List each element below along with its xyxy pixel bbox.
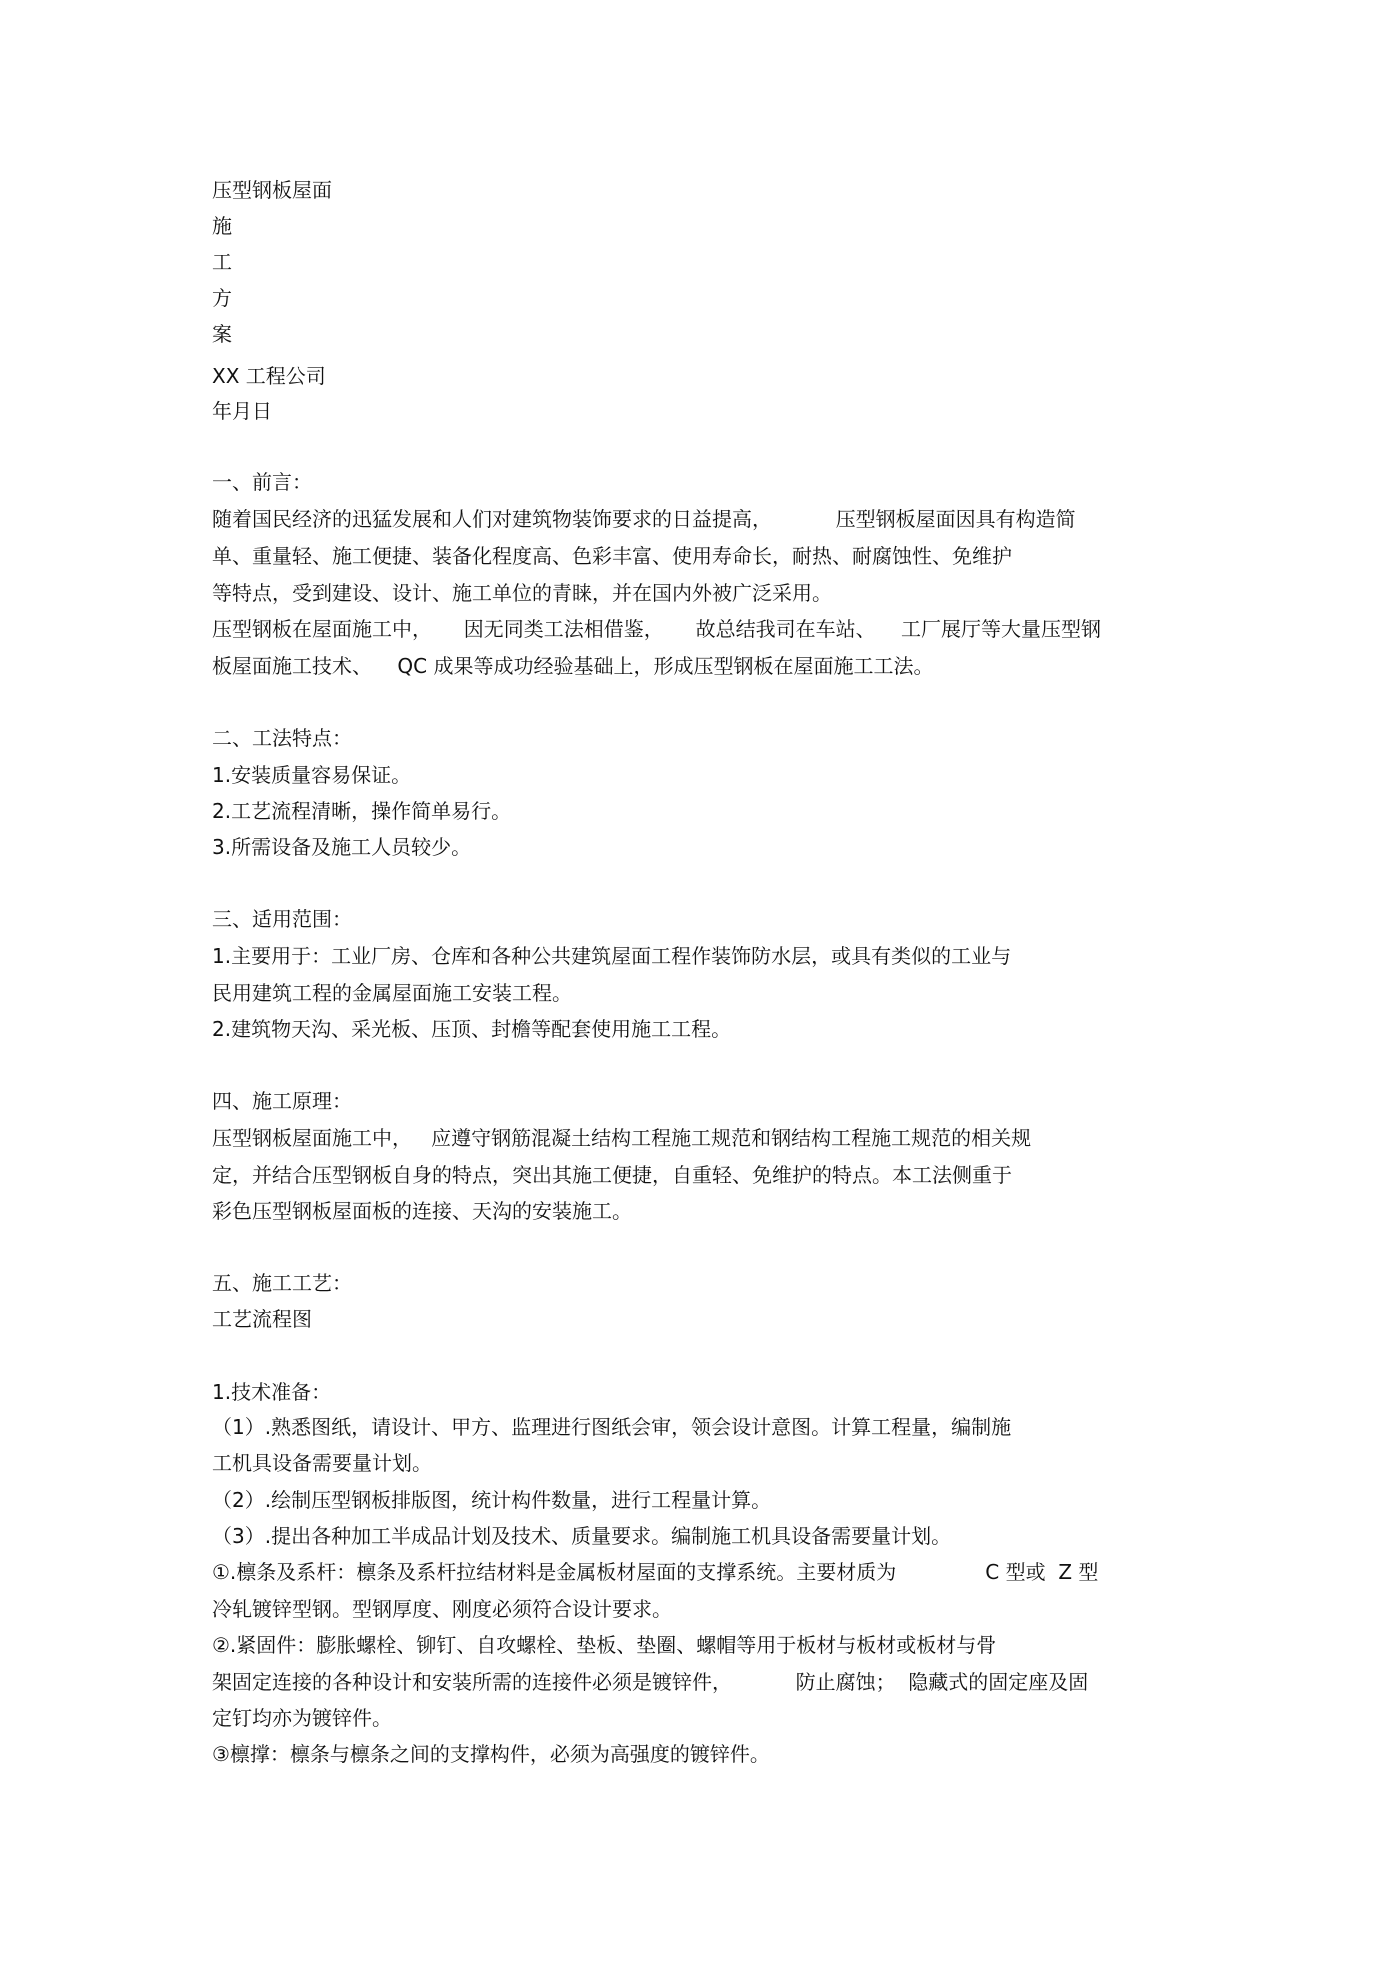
list-item: 2.工艺流程清晰，操作简单易行。	[212, 799, 512, 823]
section-2-heading: 二、工法特点：	[212, 726, 352, 750]
company-name: XX 工程公司	[212, 364, 326, 388]
section-4-heading: 四、施工原理：	[212, 1089, 352, 1113]
list-item: 1.安装质量容易保证。	[212, 763, 412, 787]
subsection-heading: 1.技术准备：	[212, 1380, 332, 1404]
section-5-line: （3）.提出各种加工半成品计划及技术、质量要求。编制施工机具设备需要量计划。	[212, 1524, 952, 1548]
section-5-line: 冷轧镀锌型钢。型钢厚度、刚度必须符合设计要求。	[212, 1597, 672, 1621]
document-date: 年月日	[212, 399, 272, 423]
section-5-heading: 五、施工工艺：	[212, 1271, 352, 1295]
list-item: 2.建筑物天沟、采光板、压顶、封檐等配套使用施工工程。	[212, 1017, 732, 1041]
cover-title: 压型钢板屋面	[212, 178, 332, 202]
section-1-line: 随着国民经济的迅猛发展和人们对建筑物装饰要求的日益提高， 压型钢板屋面因具有构造简	[212, 507, 1076, 531]
section-1-heading: 一、前言：	[212, 470, 312, 494]
list-item: 1.主要用于：工业厂房、仓库和各种公共建筑屋面工程作装饰防水层，或具有类似的工业与	[212, 944, 1012, 968]
section-1-line: 单、重量轻、施工便捷、装备化程度高、色彩丰富、使用寿命长，耐热、耐腐蚀性、免维护	[212, 544, 1012, 568]
section-1-line: 等特点，受到建设、设计、施工单位的青睐，并在国内外被广泛采用。	[212, 581, 832, 605]
cover-title-char-3: 方	[212, 286, 232, 310]
cover-title-char-2: 工	[212, 250, 232, 274]
section-5-line: ②.紧固件：膨胀螺栓、铆钉、自攻螺栓、垫板、垫圈、螺帽等用于板材与板材或板材与骨	[212, 1633, 997, 1657]
section-5-line: ③檩撑：檩条与檩条之间的支撑构件，必须为高强度的镀锌件。	[212, 1742, 770, 1766]
cover-title-char-1: 施	[212, 214, 232, 238]
section-5-line: 定钉均亦为镀锌件。	[212, 1706, 392, 1730]
list-item: 民用建筑工程的金属屋面施工安装工程。	[212, 981, 572, 1005]
section-5-line: （2）.绘制压型钢板排版图，统计构件数量，进行工程量计算。	[212, 1488, 772, 1512]
section-1-line: 板屋面施工技术、 QC 成果等成功经验基础上，形成压型钢板在屋面施工工法。	[212, 654, 934, 678]
section-5-line: 架固定连接的各种设计和安装所需的连接件必须是镀锌件， 防止腐蚀； 隐藏式的固定座及固	[212, 1670, 1089, 1694]
section-5-line: ①.檩条及系杆：檩条及系杆拉结材料是金属板材屋面的支撑系统。主要材质为 C 型或 Z 型	[212, 1560, 1099, 1584]
section-3-heading: 三、适用范围：	[212, 907, 352, 931]
section-4-line: 定，并结合压型钢板自身的特点，突出其施工便捷，自重轻、免维护的特点。本工法侧重于	[212, 1163, 1012, 1187]
section-1-line: 压型钢板在屋面施工中， 因无同类工法相借鉴， 故总结我司在车站、 工厂展厅等大量压型钢	[212, 617, 1102, 641]
section-4-line: 彩色压型钢板屋面板的连接、天沟的安装施工。	[212, 1199, 632, 1223]
section-4-line: 压型钢板屋面施工中， 应遵守钢筋混凝土结构工程施工规范和钢结构工程施工规范的相关规	[212, 1126, 1032, 1150]
flow-chart-label: 工艺流程图	[212, 1307, 312, 1331]
section-5-line: 工机具设备需要量计划。	[212, 1451, 432, 1475]
section-5-line: （1）.熟悉图纸，请设计、甲方、监理进行图纸会审，领会设计意图。计算工程量，编制施	[212, 1415, 1012, 1439]
list-item: 3.所需设备及施工人员较少。	[212, 835, 472, 859]
cover-title-char-4: 案	[212, 322, 232, 346]
